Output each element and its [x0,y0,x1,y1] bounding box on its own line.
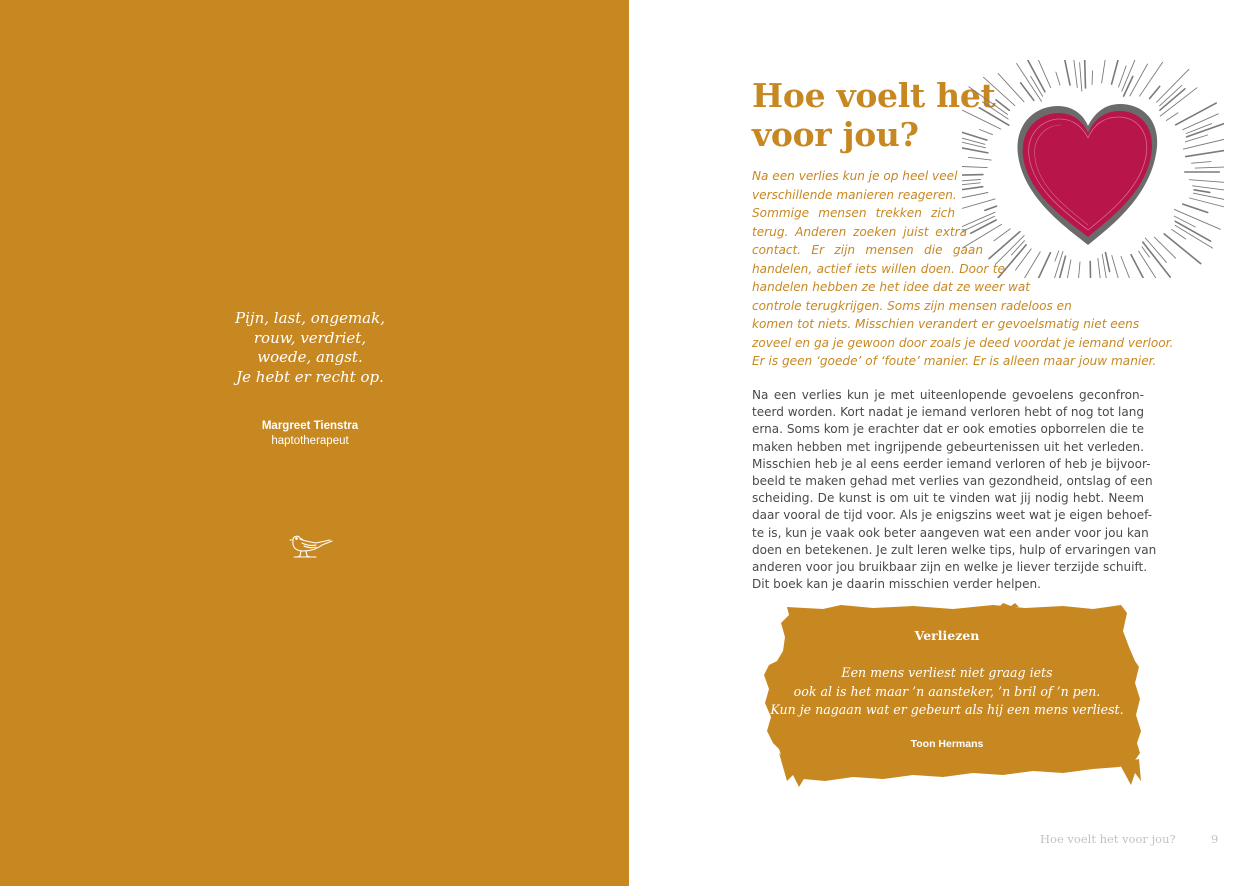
intro-line: handelen, actief iets willen doen. Door te [752,261,1005,276]
body-line: Dit boek kan je daarin misschien verder helpen. [752,577,1041,592]
body-line: te is, kun je vaak ook beter aangeven wat een ander voor jou kan [752,525,1149,540]
sunburst-ray [1034,60,1051,88]
sunburst-ray [1164,234,1201,264]
page-title [752,76,995,154]
body-line: maken hebben met ingrijpende gebeurtenissen uit het verleden. [752,439,1144,454]
intro-line: contact. Er zijn mensen die gaan [752,243,983,257]
sunburst-ray [1175,225,1213,248]
sunburst-ray [1092,71,1093,85]
sunburst-ray [996,100,1009,110]
intro-line: Sommige mensen trekken zich [752,206,955,220]
epigraph-attribution [160,419,460,449]
intro-line: handelen hebben ze het idee dat ze weer wat [752,280,1030,294]
sunburst-ray [962,141,986,148]
poem-line: rouw, verdriet, [253,328,367,347]
sunburst-ray [1175,221,1210,241]
sunburst-ray [962,108,1001,129]
body-line: daar vooral de tijd voor. Als je enigszins weet wat je eigen behoef- [752,508,1153,523]
sunburst-ray [1192,162,1211,164]
epigraph-poem [160,309,460,387]
sunburst-ray [1084,60,1085,88]
quote-line: Kun je nagaan wat er gebeurt als hij een mens verliest. [770,702,1124,718]
body-line: erna. Soms kom je erachter dat er ook emoties opborrelen die te [752,422,1144,437]
sunburst-ray [968,157,991,160]
sunburst-ray [1112,60,1121,84]
sunburst-ray [1190,198,1225,208]
poem-line: woede, angst. [257,348,363,366]
sunburst-ray [962,143,988,153]
sunburst-ray [969,87,1008,115]
intro-line: zoveel en ga je gewoon door zoals je deed voordat je iemand verloor. [752,335,1174,350]
sunburst-ray [1183,204,1208,212]
author-role: haptotherapeut [271,435,349,447]
intro-line: komen tot niets. Misschien verandert er gevoelsmatig niet eens [752,317,1140,331]
bird-icon [286,530,334,562]
sunburst-ray [1189,180,1224,183]
intro-line: Er is geen ‘goede’ of ‘foute’ manier. Er is alleen maar jouw manier. [752,354,1157,368]
sunburst-ray [1122,60,1139,91]
sunburst-ray [1102,60,1108,83]
sunburst-ray [1195,166,1224,168]
body-line: beeld te maken gehad met verlies van gezondheid, ontslag of een [752,474,1153,489]
body-line: doen en betekenen. Je zult leren welke tips, hulp of ervaringen van [752,542,1157,557]
intro-line: verschillende manieren reageren. [752,187,957,202]
author-name: Margreet Tienstra [261,420,359,432]
sunburst-ray [1130,64,1148,96]
body-paragraph [752,387,1157,593]
sunburst-ray [1194,190,1210,193]
title-line: Hoe voelt het [752,76,996,115]
quote-box-poem [763,664,1131,720]
poem-line: Je hebt er recht op. [236,367,384,386]
sunburst-ray [1187,120,1224,137]
quote-line: ook al is het maar ’n aansteker, ’n bril of ’n pen. [793,683,1101,699]
sunburst-ray [1166,113,1178,121]
intro-line: terug. Anderen zoeken juist extra [752,224,967,239]
quote-box-author: Toon Hermans [910,738,984,750]
sunburst-ray [1143,242,1170,277]
sunburst-ray [1140,62,1163,96]
sunburst-ray [1186,150,1224,157]
sunburst-ray [1174,216,1195,227]
body-line: Na een verlies kun je met uiteenlopende gevoelens geconfron- [752,388,1144,402]
sunburst-ray [980,130,993,135]
quote-line: Een mens verliest niet graag iets [841,665,1053,680]
sunburst-ray [1061,60,1070,85]
poem-line: Pijn, last, ongemak, [235,309,385,327]
quote-box-title: Verliezen [914,628,980,643]
sunburst-ray [962,126,987,140]
sunburst-ray [1150,86,1160,98]
sunburst-ray [1056,72,1060,85]
quote-box [763,603,1143,791]
sunburst-ray [1160,88,1197,116]
body-line: Misschien heb je al eens eerder iemand verloren of heb je bijvoor- [752,456,1151,471]
body-line: scheiding. De kunst is om uit te vinden wat jij nodig hebt. Neem [752,491,1144,506]
sunburst-ray [1021,83,1034,101]
intro-line: Na een verlies kun je op heel veel [752,169,958,183]
page-number: 9 [1211,832,1219,846]
body-line: anderen voor jou bruikbaar zijn en welke je liever terzijde schuift. [752,560,1148,575]
sunburst-ray [1074,60,1078,87]
body-line: teerd worden. Kort nadat je iemand verloren hebt of nog tot lang [752,405,1145,420]
intro-paragraph [752,167,1174,371]
sunburst-ray [1080,63,1082,92]
sunburst-ray [998,74,1024,102]
title-line: voor jou? [752,115,919,154]
sunburst-ray [1176,103,1217,125]
running-footer-title: Hoe voelt het voor jou? [1040,832,1176,846]
sunburst-ray [1193,193,1224,202]
intro-line: controle terugkrijgen. Soms zijn mensen radeloos en [752,298,1072,313]
